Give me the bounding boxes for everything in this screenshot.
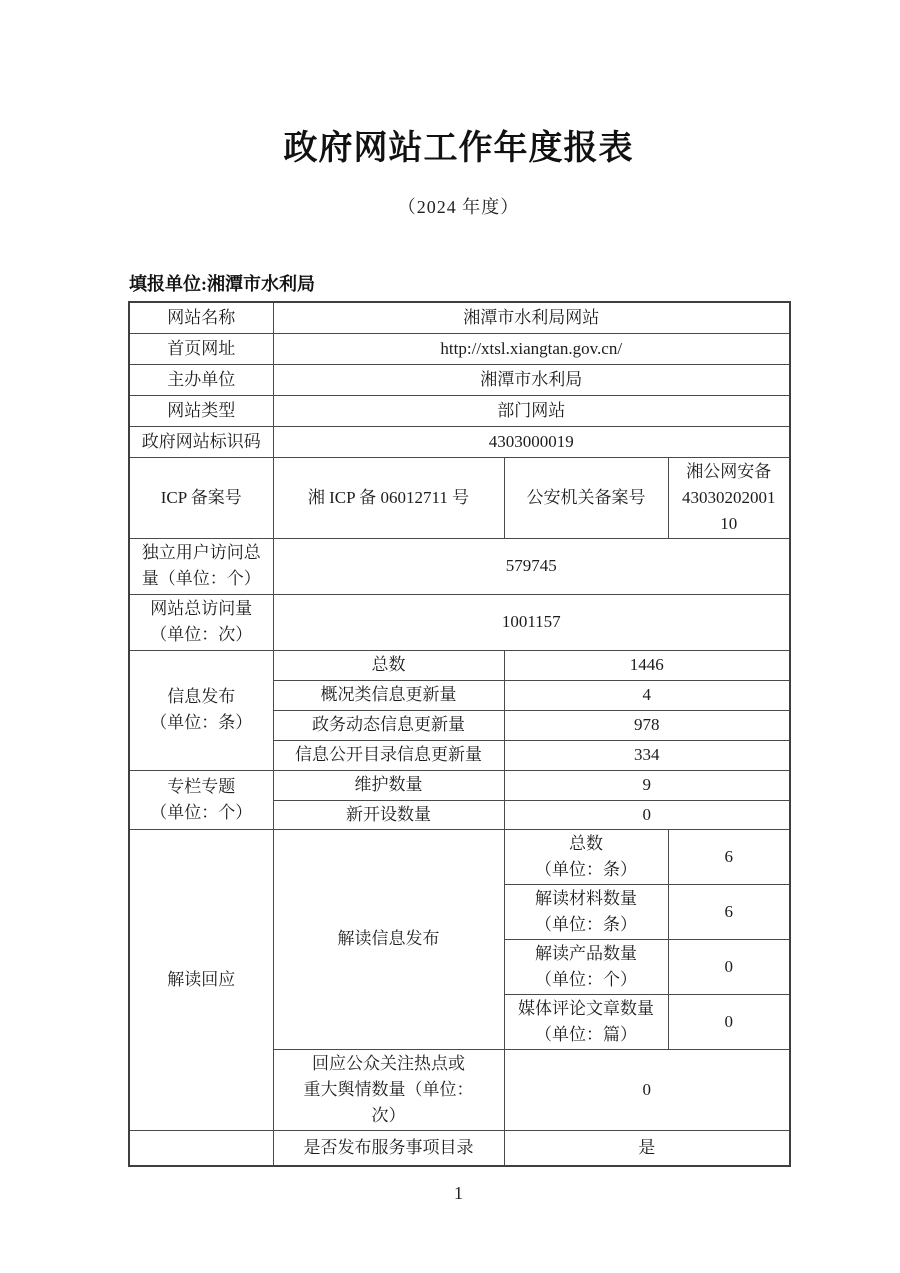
unique-visitors-value: 579745	[273, 538, 790, 594]
service-catalog-label: 是否发布服务事项目录	[273, 1130, 504, 1166]
police-record-line: 43030202001	[682, 487, 776, 507]
hotspot-response-label: 回应公众关注热点或 重大舆情数量（单位： 次）	[273, 1049, 504, 1130]
site-name-label: 网站名称	[129, 302, 273, 333]
interp-total-label: 总数 （单位：条）	[504, 829, 668, 884]
table-row	[129, 770, 790, 800]
info-publish-group-label: 信息发布 （单位：条）	[129, 650, 273, 770]
special-columns-group-label: 专栏专题 （单位：个）	[129, 770, 273, 829]
interp-products-label: 解读产品数量 （单位：个）	[504, 939, 668, 994]
newly-opened-value: 0	[504, 800, 790, 829]
page-subtitle: （2024 年度）	[397, 197, 520, 217]
reporting-unit-label: 填报单位:湘潭市水利局	[129, 274, 315, 294]
info-total-value: 1446	[504, 650, 790, 680]
page-title: 政府网站工作年度报表	[283, 129, 634, 167]
site-name-value: 湘潭市水利局网站	[273, 302, 790, 333]
total-visits-value: 1001157	[273, 594, 790, 650]
total-visits-label: 网站总访问量 （单位：次）	[129, 594, 273, 650]
organizer-label: 主办单位	[129, 364, 273, 395]
media-articles-label: 媒体评论文章数量 （单位：篇）	[504, 994, 668, 1049]
disclosure-updates-label: 信息公开目录信息更新量	[273, 740, 504, 770]
table-row	[129, 538, 790, 594]
overview-updates-value: 4	[504, 680, 790, 710]
homepage-url-value: http://xtsl.xiangtan.gov.cn/	[273, 333, 790, 364]
disclosure-updates-value: 334	[504, 740, 790, 770]
interpretation-publish-label: 解读信息发布	[273, 829, 504, 1049]
newly-opened-label: 新开设数量	[273, 800, 504, 829]
interp-products-value: 0	[668, 939, 790, 994]
maintained-count-label: 维护数量	[273, 770, 504, 800]
overview-updates-label: 概况类信息更新量	[273, 680, 504, 710]
organizer-value: 湘潭市水利局	[273, 364, 790, 395]
icp-label: ICP 备案号	[129, 457, 273, 538]
gov-news-updates-value: 978	[504, 710, 790, 740]
site-type-value: 部门网站	[273, 395, 790, 426]
page-number: 1	[454, 1183, 463, 1203]
table-row	[129, 650, 790, 680]
table-row	[129, 457, 790, 538]
police-record-line: 10	[720, 513, 738, 533]
table-row	[129, 395, 790, 426]
table-row	[129, 333, 790, 364]
site-id-value: 4303000019	[273, 426, 790, 457]
empty-cell	[129, 1130, 273, 1166]
media-articles-value: 0	[668, 994, 790, 1049]
table-row	[129, 829, 790, 884]
interp-total-value: 6	[668, 829, 790, 884]
annual-report-table	[128, 301, 791, 1167]
police-record-value	[668, 457, 790, 538]
homepage-url-label: 首页网址	[129, 333, 273, 364]
site-type-label: 网站类型	[129, 395, 273, 426]
table-row	[129, 426, 790, 457]
police-record-line: 湘公网安备	[686, 461, 772, 481]
info-total-label: 总数	[273, 650, 504, 680]
table-row	[129, 364, 790, 395]
gov-news-updates-label: 政务动态信息更新量	[273, 710, 504, 740]
table-row	[129, 1130, 790, 1166]
maintained-count-value: 9	[504, 770, 790, 800]
hotspot-response-value: 0	[504, 1049, 790, 1130]
unique-visitors-label: 独立用户访问总 量（单位：个）	[129, 538, 273, 594]
site-id-label: 政府网站标识码	[129, 426, 273, 457]
interp-materials-label: 解读材料数量 （单位：条）	[504, 884, 668, 939]
police-record-label: 公安机关备案号	[504, 457, 668, 538]
interp-materials-value: 6	[668, 884, 790, 939]
table-row	[129, 302, 790, 333]
icp-value: 湘 ICP 备 06012711 号	[273, 457, 504, 538]
table-row	[129, 594, 790, 650]
service-catalog-value: 是	[504, 1130, 790, 1166]
interpretation-group-label: 解读回应	[129, 829, 273, 1130]
